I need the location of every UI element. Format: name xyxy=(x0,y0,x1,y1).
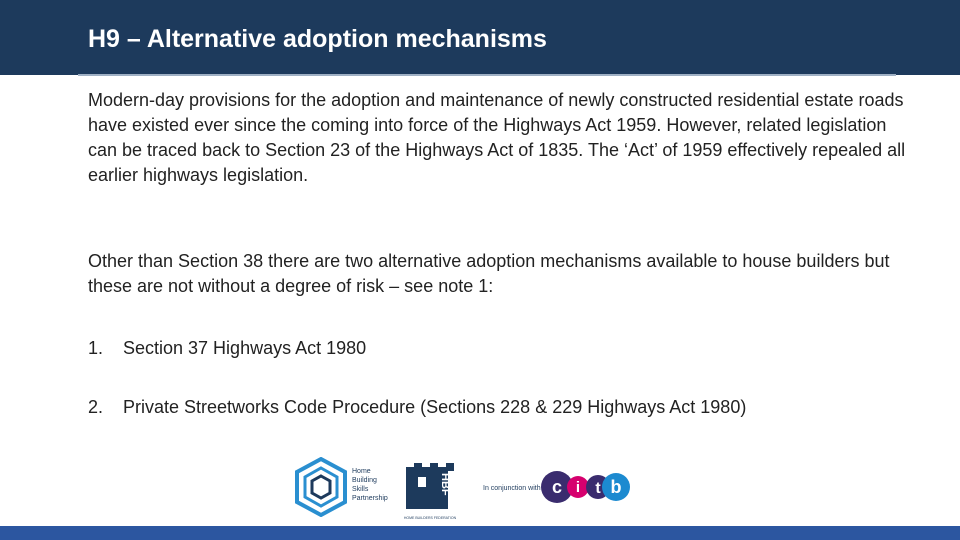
intro-paragraph: Modern-day provisions for the adoption and maintenance of newly constructed residential estate roads have existed ever since the coming into force of the Highways Act 1959. However, related legislation can be traced back to Section 23 of the Highways Act of 1835. The ‘Act’ of 1959 effectively repealed all earlier highways legislation. xyxy=(88,90,906,185)
hbsp-logo-icon xyxy=(294,457,348,517)
list-number: 2. xyxy=(88,397,104,417)
partner-logos xyxy=(290,455,640,525)
svg-text:HOME BUILDERS FEDERATION: HOME BUILDERS FEDERATION xyxy=(403,516,457,520)
svg-text:HBF: HBF xyxy=(439,473,451,496)
svg-text:t: t xyxy=(595,480,601,497)
svg-text:i: i xyxy=(575,479,581,496)
list-item xyxy=(88,336,908,361)
list-text: Private Streetworks Code Procedure (Sections 228 & 229 Highways Act 1980) xyxy=(123,397,747,417)
svg-text:c: c xyxy=(551,477,563,497)
slide-title: H9 – Alternative adoption mechanisms xyxy=(88,25,547,53)
footer-bar xyxy=(0,526,960,540)
svg-text:b: b xyxy=(610,477,622,497)
mechanisms-paragraph: Other than Section 38 there are two alternative adoption mechanisms available to house builders but these are not without a degree of risk – see note 1: xyxy=(88,251,890,296)
hbf-logo-icon xyxy=(402,461,462,523)
header-divider xyxy=(78,74,896,76)
header-bar xyxy=(0,0,960,75)
hbsp-logo-text: Home Building Skills Partnership xyxy=(352,468,388,502)
conjunction-label: In conjunction with xyxy=(483,485,541,492)
list-number: 1. xyxy=(88,338,104,358)
list-item xyxy=(88,395,908,420)
citb-logo-icon xyxy=(540,469,632,505)
list-text: Section 37 Highways Act 1980 xyxy=(123,338,367,358)
